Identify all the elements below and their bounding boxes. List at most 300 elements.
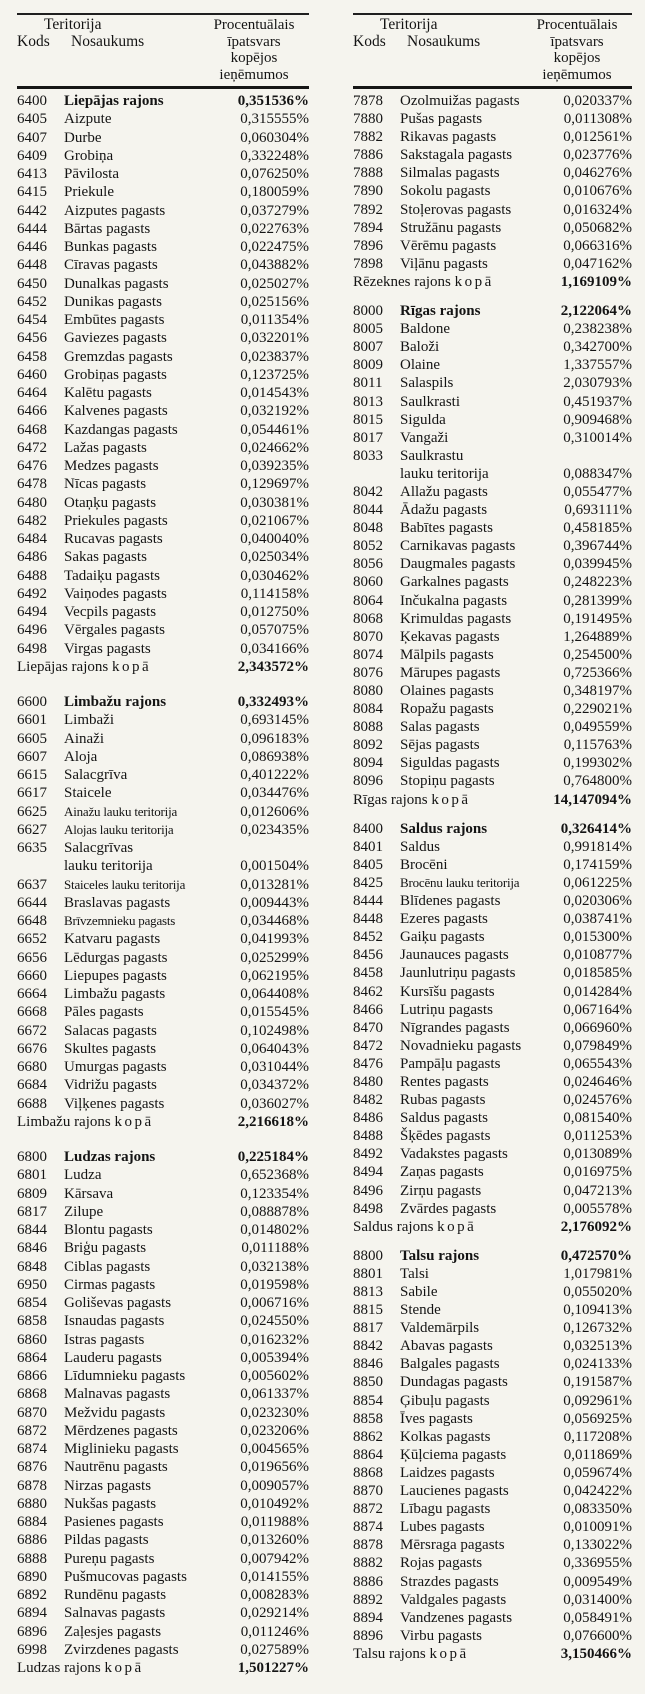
territory-name: Pureņu pagasts xyxy=(64,1550,155,1567)
territory-code: 6884 xyxy=(17,1514,47,1530)
territory-code: 8052 xyxy=(353,538,383,555)
table-row xyxy=(353,646,632,664)
table-column-left xyxy=(0,13,322,1694)
percentage-value: 0,007942% xyxy=(240,1550,309,1567)
territory-name: Durbe xyxy=(64,129,102,146)
territory-name-line2: lauku teritorija xyxy=(64,858,153,875)
total-row xyxy=(353,1645,632,1663)
region-header-row xyxy=(353,1247,632,1265)
territory-name: Salnavas pagasts xyxy=(64,1605,166,1622)
header-territory-label: Teritorija xyxy=(380,16,438,33)
percentage-value: 0,016975% xyxy=(563,1164,632,1181)
table-row xyxy=(17,293,309,311)
table-row xyxy=(353,374,632,392)
table-row xyxy=(17,803,309,821)
territory-code: 8896 xyxy=(353,1627,383,1644)
territory-name: Priekule xyxy=(64,184,114,201)
territory-name: Stende xyxy=(400,1302,441,1319)
territory-code: 8894 xyxy=(353,1609,383,1626)
percentage-value: 0,023206% xyxy=(240,1422,309,1439)
table-row xyxy=(17,348,309,366)
table-row xyxy=(17,839,309,876)
total-row xyxy=(353,273,632,291)
table-row xyxy=(353,182,632,200)
region-group xyxy=(353,92,632,291)
territory-name: Mežvidu pagasts xyxy=(64,1404,166,1421)
table-row xyxy=(353,356,632,374)
percentage-value: 0,034166% xyxy=(240,640,309,657)
total-label: Saldus rajons kopā xyxy=(353,1218,477,1235)
territory-code: 8060 xyxy=(353,574,383,591)
territory-code: 6664 xyxy=(17,986,47,1002)
percentage-value: 0,030381% xyxy=(240,494,309,511)
percentage-value: 0,174159% xyxy=(563,856,632,873)
territory-name: Stružānu pagasts xyxy=(400,219,502,236)
territory-name: Nīgrandes pagasts xyxy=(400,1019,510,1036)
territory-code: 8486 xyxy=(353,1110,383,1127)
territory-code: 7882 xyxy=(353,129,383,146)
percentage-value: 0,088347% xyxy=(563,465,632,482)
percentage-value: 0,064408% xyxy=(240,986,309,1002)
territory-code: 8470 xyxy=(353,1019,383,1036)
territory-name: Silmalas pagasts xyxy=(400,165,500,182)
percentage-value: 0,012750% xyxy=(240,604,309,620)
table-row xyxy=(353,964,632,982)
header-territory-block xyxy=(17,17,199,83)
table-row xyxy=(17,1058,309,1076)
table-row xyxy=(17,1022,309,1040)
total-row xyxy=(17,1659,309,1677)
territory-code: 8850 xyxy=(353,1374,383,1391)
table-row xyxy=(353,736,632,754)
territory-name: Gaviezes pagasts xyxy=(64,330,167,347)
territory-code: 7892 xyxy=(353,201,383,218)
territory-name: Vecpils pagasts xyxy=(64,604,157,620)
territory-name: Priekules pagasts xyxy=(64,512,168,529)
territory-code: 8480 xyxy=(353,1073,383,1090)
territory-code: 8476 xyxy=(353,1055,383,1072)
territory-name: Istras pagasts xyxy=(64,1331,145,1348)
percentage-value: 0,031044% xyxy=(240,1059,309,1075)
territory-name: Ciblas pagasts xyxy=(64,1258,151,1275)
territory-name: Īves pagasts xyxy=(400,1410,473,1427)
territory-code: 6872 xyxy=(17,1422,47,1439)
percentage-value: 0,254500% xyxy=(563,646,632,663)
territory-name: Lēdurgas pagasts xyxy=(64,949,168,966)
percentage-value: 0,023776% xyxy=(563,147,632,164)
territory-name: Gaiķu pagasts xyxy=(400,929,485,946)
percentage-value: 0,034476% xyxy=(240,785,309,802)
table-row xyxy=(17,1239,309,1257)
rows-container-left xyxy=(17,89,309,1677)
table-row xyxy=(353,1355,632,1373)
table-row xyxy=(353,110,632,128)
percentage-value: 0,014155% xyxy=(240,1568,309,1585)
territory-name: Medzes pagasts xyxy=(64,458,159,474)
percentage-value: 0,029214% xyxy=(240,1605,309,1622)
table-row xyxy=(17,402,309,420)
table-row xyxy=(17,1003,309,1021)
table-row xyxy=(353,1283,632,1301)
table-row xyxy=(353,1163,632,1181)
territory-code: 6625 xyxy=(17,803,47,820)
territory-name: Pampāļu pagasts xyxy=(400,1055,501,1072)
table-row xyxy=(17,457,309,475)
table-row xyxy=(17,711,309,729)
territory-code: 8494 xyxy=(353,1164,383,1181)
territory-code: 8862 xyxy=(353,1428,383,1445)
percentage-value: 0,016324% xyxy=(563,201,632,218)
total-row xyxy=(353,1218,632,1236)
territory-code: 8813 xyxy=(353,1284,383,1300)
percentage-value: 0,005578% xyxy=(563,1200,632,1217)
territory-code: 6668 xyxy=(17,1004,47,1021)
territory-name: Viļķenes pagasts xyxy=(64,1095,165,1112)
territory-code: 8042 xyxy=(353,483,383,500)
header-value-line3: kopējos xyxy=(230,50,278,66)
territory-name: Vērēmu pagasts xyxy=(400,237,497,254)
table-row xyxy=(17,1294,309,1312)
percentage-value: 0,056925% xyxy=(563,1410,632,1427)
table-row xyxy=(17,876,309,894)
table-row xyxy=(17,585,309,603)
territory-code: 6998 xyxy=(17,1641,47,1658)
percentage-value: 0,034372% xyxy=(240,1077,309,1094)
territory-name: Pāles pagasts xyxy=(64,1004,144,1021)
code-spacer xyxy=(17,857,64,875)
table-row xyxy=(17,930,309,948)
territory-code: 8074 xyxy=(353,646,383,663)
table-row xyxy=(17,494,309,512)
table-row xyxy=(17,1586,309,1604)
percentage-value: 0,047162% xyxy=(563,255,632,272)
territory-name: Nirzas pagasts xyxy=(64,1477,152,1494)
territory-code: 8092 xyxy=(353,737,383,754)
table-row xyxy=(17,1367,309,1385)
table-row xyxy=(17,1095,309,1113)
percentage-value: 0,012606% xyxy=(240,803,309,820)
table-row xyxy=(353,429,632,447)
territory-code: 6660 xyxy=(17,967,47,984)
percentage-value: 0,123354% xyxy=(240,1185,309,1202)
territory-code: 6476 xyxy=(17,458,47,474)
table-row xyxy=(17,1276,309,1294)
territory-name: Nautrēnu pagasts xyxy=(64,1459,168,1476)
territory-code: 6880 xyxy=(17,1495,47,1512)
territory-name: Strazdes pagasts xyxy=(400,1573,499,1590)
table-row xyxy=(17,640,309,658)
percentage-value: 2,030793% xyxy=(563,375,632,392)
percentage-value: 0,351536% xyxy=(237,93,309,109)
table-row xyxy=(17,1166,309,1184)
territory-name: Kursīšu pagasts xyxy=(400,983,495,1000)
territory-code: 8444 xyxy=(353,893,383,910)
kopa-label: kopā xyxy=(437,1218,477,1235)
table-row xyxy=(17,1568,309,1586)
territory-name: Kolkas pagasts xyxy=(400,1428,491,1445)
total-label: Limbažu rajons kopā xyxy=(17,1113,154,1130)
territory-name: Talsu rajons xyxy=(400,1247,480,1264)
territory-code: 8858 xyxy=(353,1410,383,1427)
territory-code: 8817 xyxy=(353,1320,383,1337)
percentage-value: 0,043882% xyxy=(240,257,309,274)
percentage-value: 0,047213% xyxy=(563,1182,632,1199)
percentage-value: 0,401222% xyxy=(240,767,309,783)
region-group xyxy=(17,92,309,676)
territory-name: Vangaži xyxy=(400,429,449,446)
territory-name: Grobiņa xyxy=(64,147,114,164)
territory-name: Jaunlutriņu pagasts xyxy=(400,965,516,982)
table-row xyxy=(17,1531,309,1549)
percentage-value: 0,238238% xyxy=(563,321,632,338)
table-row xyxy=(17,1513,309,1531)
table-row xyxy=(17,1641,309,1659)
table-row xyxy=(353,892,632,910)
percentage-value: 0,059674% xyxy=(563,1464,632,1481)
territory-name: Miglinieku pagasts xyxy=(64,1441,179,1457)
percentage-value: 0,248223% xyxy=(563,574,632,591)
territory-code: 6876 xyxy=(17,1459,47,1476)
table-row xyxy=(17,329,309,347)
percentage-value: 0,315555% xyxy=(240,111,309,128)
territory-name: Virgas pagasts xyxy=(64,640,151,657)
territory-name: Ādažu pagasts xyxy=(400,502,488,519)
table-row xyxy=(353,1337,632,1355)
table-row xyxy=(17,439,309,457)
territory-code: 8064 xyxy=(353,592,383,609)
kopa-label: kopā xyxy=(114,1113,154,1130)
territory-code: 8815 xyxy=(353,1302,383,1319)
percentage-value: 0,191587% xyxy=(563,1374,632,1391)
table-row xyxy=(353,946,632,964)
territory-code: 6460 xyxy=(17,366,47,383)
percentage-value: 0,229021% xyxy=(563,701,632,718)
header-kods-label: Kods xyxy=(17,32,50,50)
territory-name: Olaine xyxy=(400,357,440,374)
table-row xyxy=(17,985,309,1003)
territory-code: 8013 xyxy=(353,393,383,410)
territory-name: Vidrižu pagasts xyxy=(64,1077,157,1094)
table-row xyxy=(353,874,632,892)
percentage-value: 0,064043% xyxy=(240,1040,309,1057)
percentage-value: 0,039235% xyxy=(240,458,309,474)
table-row xyxy=(353,1373,632,1391)
region-header-row xyxy=(17,92,309,110)
territory-name: Rubas pagasts xyxy=(400,1092,486,1109)
territory-name: Zaņas pagasts xyxy=(400,1164,484,1181)
territory-name: Embūtes pagasts xyxy=(64,312,165,328)
territory-name: Kārsava xyxy=(64,1185,114,1202)
territory-name: Brocēni xyxy=(400,856,448,873)
territory-code: 6888 xyxy=(17,1550,47,1567)
territory-name: Ķūļciema pagasts xyxy=(400,1446,507,1463)
territory-name: Isnaudas pagasts xyxy=(64,1313,165,1330)
region-group xyxy=(17,1148,309,1677)
percentage-value: 0,126732% xyxy=(563,1320,632,1337)
territory-name: Cirmas pagasts xyxy=(64,1276,156,1293)
territory-code: 6600 xyxy=(17,694,47,710)
table-row xyxy=(17,1203,309,1221)
percentage-value: 0,019598% xyxy=(240,1276,309,1293)
table-row xyxy=(17,147,309,165)
territory-name: Kazdangas pagasts xyxy=(64,421,178,438)
header-territory-label: Teritorija xyxy=(44,16,102,33)
percentage-value: 0,011354% xyxy=(240,312,309,328)
territory-name: Laucienes pagasts xyxy=(400,1483,509,1500)
table-row xyxy=(353,1591,632,1609)
percentage-value: 0,225184% xyxy=(237,1149,309,1165)
table-row xyxy=(353,1446,632,1464)
territory-name: Ludza xyxy=(64,1167,102,1184)
territory-name: Briģu pagasts xyxy=(64,1240,147,1257)
table-row xyxy=(17,894,309,912)
percentage-value: 0,025034% xyxy=(240,549,309,566)
region-header-row xyxy=(353,302,632,320)
territory-code: 8017 xyxy=(353,429,383,446)
territory-code: 8015 xyxy=(353,411,383,428)
percentage-value: 0,458185% xyxy=(563,520,632,537)
territory-name: Vandzenes pagasts xyxy=(400,1609,513,1626)
territory-name: Rundēnu pagasts xyxy=(64,1587,167,1603)
territory-code: 8425 xyxy=(353,874,383,891)
territory-code: 6400 xyxy=(17,93,47,109)
percentage-value: 0,133022% xyxy=(563,1537,632,1554)
percentage-value: 0,191495% xyxy=(563,610,632,627)
territory-name: Limbažu pagasts xyxy=(64,986,166,1002)
territory-name: Rentes pagasts xyxy=(400,1073,489,1090)
territory-name: Aloja xyxy=(64,748,98,765)
percentage-value: 0,008283% xyxy=(240,1587,309,1603)
territory-code: 6637 xyxy=(17,876,47,893)
table-row xyxy=(353,1464,632,1482)
column-header xyxy=(353,13,632,89)
territory-code: 8070 xyxy=(353,628,383,645)
percentage-value: 2,176092% xyxy=(560,1218,632,1235)
territory-code: 8096 xyxy=(353,773,383,790)
percentage-value: 0,024662% xyxy=(240,439,309,456)
territory-code: 6466 xyxy=(17,403,47,420)
table-row xyxy=(353,1091,632,1109)
territory-name: Lībagu pagasts xyxy=(400,1501,491,1518)
territory-code: 8872 xyxy=(353,1501,383,1518)
table-row xyxy=(353,1265,632,1283)
territory-code: 6652 xyxy=(17,931,47,948)
table-row xyxy=(353,1200,632,1218)
percentage-value: 0,032192% xyxy=(240,403,309,420)
percentage-value: 0,332248% xyxy=(240,147,309,164)
code-spacer xyxy=(353,465,400,483)
percentage-value: 0,039945% xyxy=(563,556,632,573)
territory-name: Sakstagala pagasts xyxy=(400,147,513,164)
territory-name: Liepājas rajons xyxy=(64,93,164,109)
percentage-value: 0,015300% xyxy=(563,929,632,946)
territory-name: Vadakstes pagasts xyxy=(400,1146,508,1163)
table-row xyxy=(353,1055,632,1073)
territory-code: 8044 xyxy=(353,502,383,519)
territory-name: Mērdzenes pagasts xyxy=(64,1422,178,1439)
territory-code: 6484 xyxy=(17,531,47,547)
territory-name: Kalvenes pagasts xyxy=(64,403,168,420)
territory-code: 6866 xyxy=(17,1368,47,1384)
table-row xyxy=(353,1518,632,1536)
percentage-value: 0,336955% xyxy=(563,1555,632,1572)
percentage-value: 0,764800% xyxy=(563,773,632,790)
territory-code: 8011 xyxy=(353,375,383,392)
percentage-value: 0,348197% xyxy=(563,683,632,699)
table-row xyxy=(17,621,309,639)
table-row xyxy=(353,411,632,429)
territory-code: 6464 xyxy=(17,385,47,401)
table-row xyxy=(17,1458,309,1476)
territory-name: Ropažu pagasts xyxy=(400,701,494,718)
territory-code: 6644 xyxy=(17,894,47,911)
territory-code: 6656 xyxy=(17,949,47,966)
territory-name: Salaspils xyxy=(400,375,454,392)
header-value-line2: īpatsvars xyxy=(550,33,604,50)
territory-code: 6480 xyxy=(17,494,47,511)
percentage-value: 0,123725% xyxy=(240,366,309,383)
kopa-label: kopā xyxy=(104,1660,144,1676)
percentage-value: 0,018585% xyxy=(563,965,632,982)
territory-name: Dundagas pagasts xyxy=(400,1374,508,1391)
territory-name: Siguldas pagasts xyxy=(400,755,500,772)
territory-name: Virbu pagasts xyxy=(400,1627,483,1644)
percentage-value: 0,038741% xyxy=(563,911,632,928)
percentage-value: 0,054461% xyxy=(240,421,309,438)
percentage-value: 0,037279% xyxy=(240,202,309,219)
table-row xyxy=(353,1482,632,1500)
territory-code: 8400 xyxy=(353,820,383,837)
territory-code: 6672 xyxy=(17,1022,47,1039)
territory-code: 6478 xyxy=(17,476,47,493)
territory-code: 8080 xyxy=(353,683,383,699)
territory-name: Sakas pagasts xyxy=(64,549,147,566)
column-header xyxy=(17,13,309,89)
percentage-value: 0,005394% xyxy=(240,1349,309,1366)
territory-code: 6894 xyxy=(17,1605,47,1622)
table-row xyxy=(17,366,309,384)
table-row xyxy=(353,754,632,772)
territory-name: Ezeres pagasts xyxy=(400,911,488,928)
territory-name: Garkalnes pagasts xyxy=(400,574,509,591)
territory-code: 6854 xyxy=(17,1295,47,1311)
territory-name: Laidzes pagasts xyxy=(400,1464,495,1481)
percentage-value: 0,079849% xyxy=(563,1037,632,1054)
percentage-value: 0,009549% xyxy=(563,1573,632,1590)
territory-code: 6676 xyxy=(17,1040,47,1057)
percentage-value: 0,199302% xyxy=(563,755,632,772)
territory-name: Zilupe xyxy=(64,1203,104,1220)
percentage-value: 0,022763% xyxy=(240,220,309,237)
territory-name: Zvirzdenes pagasts xyxy=(64,1641,179,1658)
percentage-value: 0,023435% xyxy=(240,821,309,838)
territory-code: 8405 xyxy=(353,856,383,873)
percentage-value: 0,024576% xyxy=(563,1092,632,1109)
table-row xyxy=(17,275,309,293)
territory-code: 8874 xyxy=(353,1519,383,1536)
territory-name: Sējas pagasts xyxy=(400,737,480,754)
territory-code: 6809 xyxy=(17,1185,47,1202)
territory-code: 7888 xyxy=(353,165,383,182)
total-row xyxy=(17,1113,309,1131)
territory-code: 8842 xyxy=(353,1338,383,1355)
territory-name: Valdemārpils xyxy=(400,1320,480,1337)
territory-code: 6607 xyxy=(17,748,47,765)
kopa-label: kopā xyxy=(111,658,152,675)
territory-name: Dunalkas pagasts xyxy=(64,275,169,292)
total-label: Ludzas rajons kopā xyxy=(17,1660,144,1676)
table-row xyxy=(17,1185,309,1203)
